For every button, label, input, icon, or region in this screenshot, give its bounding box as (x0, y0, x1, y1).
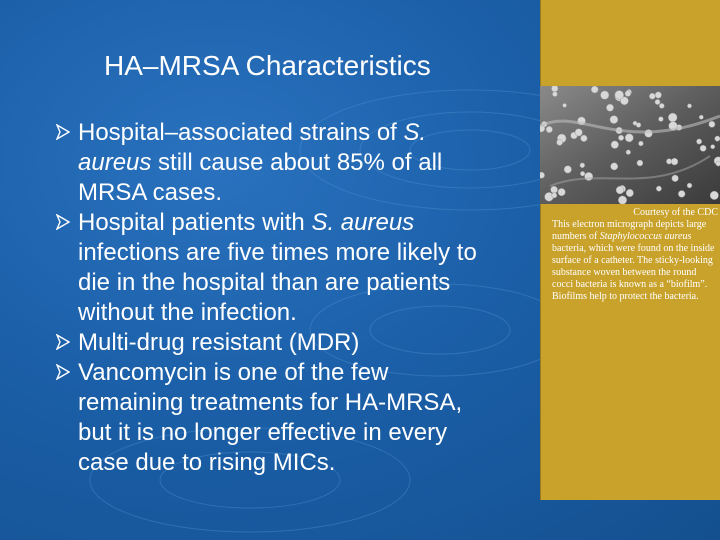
coccus-cell (552, 193, 557, 198)
coccus-cell (591, 86, 598, 93)
coccus-cell (666, 159, 671, 164)
coccus-cell (709, 121, 715, 127)
bullet-text: Vancomycin is one of the few remaining treatments for HA-MRSA, but it is no longer effective in every case due to rising MICs. (78, 359, 463, 476)
bullet-item (56, 208, 496, 328)
coccus-cell (546, 126, 552, 132)
bullet-text: still cause about 85% of all MRSA cases. (78, 149, 443, 206)
bullet-item (56, 118, 496, 208)
coccus-cell (616, 186, 624, 194)
electron-micrograph-image (540, 86, 720, 204)
coccus-cell (618, 135, 623, 140)
coccus-cell (610, 116, 618, 124)
bullet-text: S. aureus (78, 119, 427, 176)
slide-title: HA–MRSA Characteristics (104, 50, 431, 81)
bullet-list (56, 118, 496, 478)
coccus-cell (659, 117, 664, 122)
bullet-text: S. aureus (311, 209, 415, 236)
coccus-cell (626, 189, 633, 196)
coccus-cell (687, 183, 692, 188)
coccus-cell (637, 160, 643, 166)
arrow-bullet-icon (56, 364, 70, 380)
coccus-cell (552, 92, 557, 97)
arrow-bullet-icon (56, 124, 70, 140)
bullet-text: infections are five times more likely to die in the hospital than are patients without the infection. (78, 239, 477, 326)
image-caption (552, 207, 718, 303)
coccus-cell (697, 139, 702, 144)
coccus-cell (625, 91, 631, 97)
coccus-cell (606, 104, 613, 111)
coccus-cell (611, 141, 619, 149)
coccus-cell (639, 141, 644, 146)
coccus-cell (656, 186, 661, 191)
bullet-text: Hospital patients with (78, 209, 312, 236)
coccus-cell (711, 145, 715, 149)
coccus-cell (710, 191, 718, 199)
coccus-cell (581, 135, 588, 142)
coccus-cell (655, 99, 660, 104)
coccus-cell (557, 139, 563, 145)
coccus-cell (611, 163, 618, 170)
arrow-bullet-icon (56, 334, 70, 350)
coccus-cell (687, 104, 691, 108)
coccus-cell (716, 161, 720, 166)
coccus-cell (678, 191, 685, 198)
coccus-cell (558, 188, 565, 195)
bullet-item (56, 328, 496, 358)
coccus-cell (601, 91, 609, 99)
coccus-cell (563, 103, 567, 107)
coccus-cell (551, 86, 558, 92)
coccus-cell (699, 115, 703, 119)
coccus-cell (551, 186, 558, 193)
coccus-cell (655, 92, 661, 98)
coccus-cell (649, 93, 655, 99)
coccus-cell (668, 113, 677, 122)
caption-segment: bacteria, which were found on the inside surface of a catheter. The sticky-looking substance woven between the round cocci bacteria is known as a “biofilm”. Biofilms help to protect the bacteria. (552, 243, 715, 302)
coccus-cell (564, 166, 571, 173)
caption-text (552, 219, 718, 303)
coccus-cell (575, 129, 582, 136)
coccus-cell (671, 158, 678, 165)
coccus-cell (715, 136, 720, 141)
bullet-text: Multi-drug resistant (MDR) (78, 329, 360, 356)
arrow-bullet-icon (56, 214, 70, 230)
caption-segment: Staphylococcus aureus (599, 231, 692, 242)
coccus-cell (580, 163, 585, 168)
photo-credit: Courtesy of the CDC (633, 207, 718, 218)
coccus-cell (700, 145, 706, 151)
coccus-cell (625, 134, 633, 142)
coccus-cell (615, 91, 624, 100)
bullet-item (56, 358, 496, 478)
coccus-cell (659, 103, 664, 108)
coccus-cell (580, 171, 585, 176)
coccus-cell (633, 121, 637, 125)
coccus-cell (540, 172, 545, 178)
coccus-cell (626, 150, 631, 155)
caption-segment: This electron micrograph depicts large numbers of (552, 219, 707, 242)
bullet-text: Hospital–associated strains of (78, 119, 404, 146)
coccus-cell (618, 196, 626, 204)
coccus-cell (672, 175, 679, 182)
